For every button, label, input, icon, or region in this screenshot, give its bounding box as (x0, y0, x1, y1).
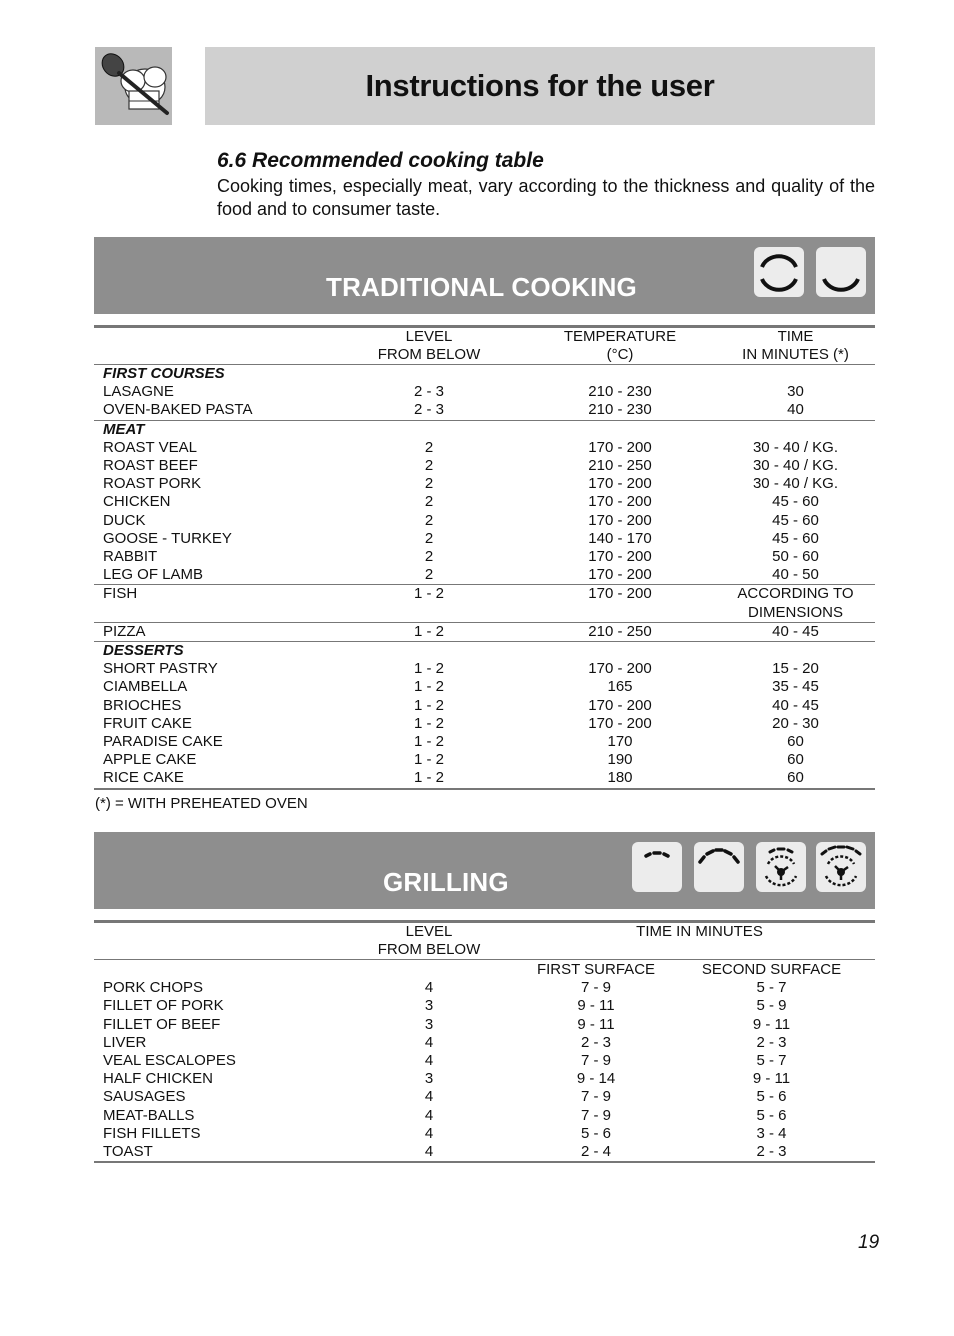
header-banner (205, 47, 875, 125)
table-row: CHICKEN 2 170 - 200 45 - 60 (103, 493, 819, 511)
grilling-table (94, 920, 875, 1163)
large-grill-icon (694, 842, 744, 892)
table-row: DUCK 2 170 - 200 45 - 60 (103, 511, 819, 529)
table-row: TOAST 4 2 - 4 2 - 3 (103, 1143, 787, 1161)
table-row: BRIOCHES 1 - 2 170 - 200 40 - 45 (103, 696, 819, 714)
desserts-group (94, 642, 875, 789)
table-row: OVEN-BAKED PASTA 2 - 3 210 - 230 40 (103, 401, 804, 419)
table-row: FISH 1 - 2 170 - 200 ACCORDING TO DIMENSIONS (94, 585, 875, 622)
table-row: VEAL ESCALOPES 4 7 - 9 5 - 7 (103, 1052, 787, 1070)
small-grill-icon (632, 842, 682, 892)
table-row: FILLET OF PORK 3 9 - 11 5 - 9 (103, 997, 787, 1015)
page-title: Instructions for the user (365, 68, 715, 103)
section-heading: 6.6 Recommended cooking table (217, 149, 544, 172)
table-row: PORK CHOPS 4 7 - 9 5 - 7 (103, 979, 787, 997)
time-header: TIME IN MINUTES (*) (742, 328, 849, 363)
table-row: FISH FILLETS 4 5 - 6 3 - 4 (103, 1124, 787, 1142)
page-number: 19 (858, 1232, 880, 1253)
table-row: SHORT PASTRY 1 - 2 170 - 200 15 - 20 (103, 660, 819, 678)
table-row: GOOSE - TURKEY 2 140 - 170 45 - 60 (103, 529, 819, 547)
table-row: PARADISE CAKE 1 - 2 170 60 (103, 733, 804, 751)
fan-grill-large-icon (816, 842, 866, 892)
table-row: ROAST BEEF 2 210 - 250 30 - 40 / KG. (103, 457, 839, 475)
temperature-header: TEMPERATURE (°C) (563, 328, 677, 363)
grilling-banner (94, 832, 875, 909)
fan-grill-icon (756, 842, 806, 892)
category-label: FIRST COURSES (103, 365, 225, 382)
table-header (94, 327, 875, 365)
table-row: ROAST PORK 2 170 - 200 30 - 40 / KG. (103, 475, 839, 493)
first-surface-header: FIRST SURFACE (536, 961, 656, 978)
table-row: RABBIT 2 170 - 200 50 - 60 (103, 548, 819, 566)
pizza-group (94, 622, 875, 641)
second-surface-header: SECOND SURFACE (701, 961, 842, 978)
table-row: PIZZA 1 - 2 210 - 250 40 - 45 (94, 622, 875, 641)
chef-spoon-icon (95, 47, 172, 125)
table-row: FRUIT CAKE 1 - 2 170 - 200 20 - 30 (103, 714, 819, 732)
time-header: TIME IN MINUTES (636, 923, 763, 940)
bottom-heating-icon (816, 247, 866, 297)
table-row: HALF CHICKEN 3 9 - 14 9 - 11 (103, 1070, 791, 1088)
level-header: LEVEL FROM BELOW (377, 328, 481, 363)
grilling-title: GRILLING (383, 867, 509, 897)
top-bottom-heating-icon (754, 247, 804, 297)
table-row: LIVER 4 2 - 3 2 - 3 (103, 1033, 787, 1051)
table-row: APPLE CAKE 1 - 2 190 60 (103, 751, 804, 769)
traditional-cooking-table (94, 325, 875, 790)
traditional-cooking-banner (94, 237, 875, 314)
table-row: MEAT-BALLS 4 7 - 9 5 - 6 (103, 1106, 787, 1124)
level-header: LEVEL FROM BELOW (377, 923, 481, 958)
table-header (94, 922, 875, 960)
table-row: LASAGNE 2 - 3 210 - 230 30 (103, 383, 804, 401)
table-row: LEG OF LAMB 2 170 - 200 40 - 50 (103, 566, 819, 584)
table-row: CIAMBELLA 1 - 2 165 35 - 45 (103, 678, 819, 696)
fish-group (94, 585, 875, 622)
table-row: SAUSAGES 4 7 - 9 5 - 6 (103, 1088, 787, 1106)
category-label: DESSERTS (103, 642, 184, 660)
table-row: RICE CAKE 1 - 2 180 60 (103, 769, 804, 787)
table-row: FILLET OF BEEF 3 9 - 11 9 - 11 (103, 1015, 791, 1033)
footnote: (*) = WITH PREHEATED OVEN (95, 795, 308, 812)
table-row: ROAST VEAL 2 170 - 200 30 - 40 / KG. (103, 438, 839, 456)
first-courses-group (94, 365, 875, 421)
intro-paragraph: Cooking times, especially meat, vary according to the thickness and quality of the food and to consumer taste. (217, 176, 875, 219)
category-label: MEAT (103, 420, 145, 438)
grilling-rows (94, 960, 875, 1163)
traditional-cooking-title: TRADITIONAL COOKING (326, 272, 637, 302)
meat-group (94, 420, 875, 585)
